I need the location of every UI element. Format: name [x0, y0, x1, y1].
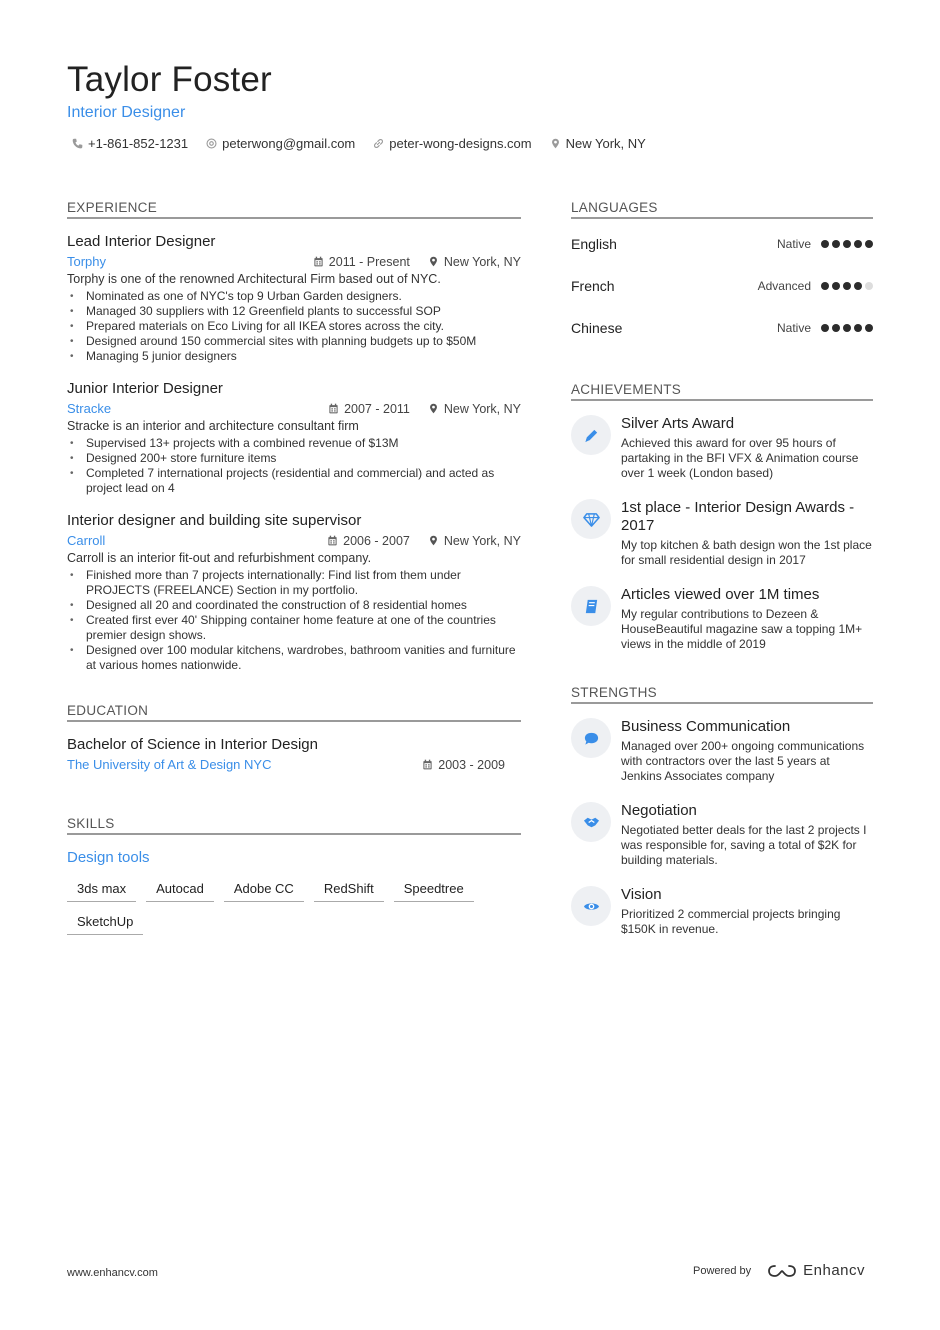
company-name: Stracke: [67, 401, 112, 416]
calendar-icon: [327, 535, 338, 546]
proficiency-dots: [821, 282, 873, 290]
company-name: Carroll: [67, 533, 106, 548]
company-name: Torphy: [67, 254, 107, 269]
strength-title: Business Communication: [621, 718, 791, 735]
bullet-item: • Supervised 13+ projects with a combined revenue of $13M: [67, 436, 521, 451]
diamond-icon: [583, 511, 600, 528]
powered-by-text: Powered by: [693, 1264, 752, 1277]
experience-entry: [67, 380, 521, 496]
contact-website[interactable]: [373, 136, 531, 151]
location-text: New York, NY: [565, 136, 646, 151]
experience-list: [67, 233, 521, 673]
contact-phone[interactable]: [72, 136, 188, 151]
email-text: peterwong@gmail.com: [222, 136, 356, 151]
strength-title: Vision: [621, 886, 662, 903]
strengths-heading: STRENGTHS: [571, 685, 873, 704]
education-entry: [67, 736, 521, 772]
proficiency-dot: [854, 282, 862, 290]
contact-location: [550, 136, 646, 151]
strengths-list: [571, 718, 873, 937]
achievement-title: Articles viewed over 1M times: [621, 586, 820, 603]
eye-icon: [583, 898, 600, 915]
strength-title: Negotiation: [621, 802, 697, 819]
link-icon: [373, 138, 384, 149]
job-bullets: [67, 568, 521, 673]
bullet-item: • Created first ever 40' Shipping container home feature at one of the countries premier design shows.: [67, 613, 521, 643]
job-location: New York, NY: [443, 254, 521, 269]
achievement-title: Silver Arts Award: [621, 415, 735, 432]
language-level: Advanced: [757, 279, 811, 293]
job-location: New York, NY: [443, 533, 521, 548]
proficiency-dot: [821, 240, 829, 248]
bullet-item: • Designed over 100 modular kitchens, wardrobes, bathroom vanities and furniture at various homes nationwide.: [67, 643, 521, 673]
proficiency-dot: [865, 282, 873, 290]
proficiency-dots: [821, 324, 873, 332]
language-level: Native: [776, 237, 811, 251]
skill-tag: Adobe CC: [224, 877, 304, 902]
book-icon: [583, 598, 600, 615]
languages-heading: LANGUAGES: [571, 200, 873, 219]
achievement: [571, 586, 873, 652]
achievement: [571, 499, 873, 568]
job-title: Lead Interior Designer: [67, 233, 216, 250]
language-name: English: [571, 236, 617, 252]
bullet-item: • Designed 200+ store furniture items: [67, 451, 521, 466]
strength-description: Negotiated better deals for the last 2 projects I was responsible for, saving a total of $2K for building materials.: [621, 823, 867, 867]
proficiency-dot: [843, 240, 851, 248]
skill-tag: Speedtree: [394, 877, 474, 902]
right-column: [571, 200, 873, 955]
strength: [571, 802, 873, 868]
chat-badge: [571, 718, 611, 758]
at-icon: [206, 138, 217, 149]
job-description: Carroll is an interior fit-out and refurbishment company.: [67, 551, 372, 565]
job-location: New York, NY: [443, 401, 521, 416]
achievement-title: 1st place - Interior Design Awards - 2017: [621, 499, 855, 534]
strength-description: Managed over 200+ ongoing communications with contractors over the last 5 years at Jenkins Associates company: [621, 739, 865, 783]
phone-icon: [72, 138, 83, 149]
handshake-badge: [571, 802, 611, 842]
strength-description: Prioritized 2 commercial projects bringing $150K in revenue.: [621, 907, 841, 936]
footer-brand-block: [693, 1262, 865, 1279]
location-pin-icon: [550, 138, 561, 149]
skill-tags: [67, 877, 507, 935]
location-pin-icon: [428, 535, 439, 546]
language-name: French: [571, 278, 615, 294]
skills-heading: SKILLS: [67, 816, 521, 835]
skill-tag: RedShift: [314, 877, 384, 902]
achievements-list: [571, 415, 873, 652]
job-title: Interior designer and building site supervisor: [67, 512, 362, 529]
resume-role: Interior Designer: [67, 104, 186, 121]
language-row: [571, 307, 873, 349]
chat-icon: [583, 730, 600, 747]
achievement-description: Achieved this award for over 95 hours of partaking in the BFI VFX & Animation course over 1 week (London based): [621, 436, 859, 480]
infinity-logo-icon: [767, 1264, 797, 1278]
proficiency-dot: [832, 324, 840, 332]
location-pin-icon: [428, 256, 439, 267]
job-dates: 2011 - Present: [328, 254, 410, 269]
bullet-item: • Designed all 20 and coordinated the construction of 8 residential homes: [67, 598, 521, 613]
footer-site[interactable]: www.enhancv.com: [67, 1267, 158, 1279]
proficiency-dot: [865, 324, 873, 332]
proficiency-dot: [843, 282, 851, 290]
calendar-icon: [422, 759, 433, 770]
website-text: peter-wong-designs.com: [389, 136, 532, 151]
resume-name: Taylor Foster: [67, 60, 272, 99]
school: The University of Art & Design NYC: [67, 757, 272, 772]
strength: [571, 718, 873, 784]
bullet-item: • Managed 30 suppliers with 12 Greenfield plants to successful SOP: [67, 304, 521, 319]
proficiency-dot: [832, 240, 840, 248]
proficiency-dot: [854, 324, 862, 332]
skill-tag: Autocad: [146, 877, 214, 902]
diamond-badge: [571, 499, 611, 539]
calendar-icon: [313, 256, 324, 267]
job-description: Stracke is an interior and architecture consultant firm: [67, 419, 359, 433]
skill-group-title: Design tools: [67, 849, 150, 866]
experience-entry: [67, 233, 521, 364]
enhancv-logo[interactable]: [767, 1262, 865, 1279]
proficiency-dot: [821, 282, 829, 290]
bullet-item: • Managing 5 junior designers: [67, 349, 521, 364]
pen-icon: [583, 427, 600, 444]
proficiency-dots: [821, 240, 873, 248]
job-dates: 2007 - 2011: [344, 401, 410, 416]
job-bullets: [67, 436, 521, 496]
achievement-description: My regular contributions to Dezeen & HouseBeautiful magazine saw a topping 1M+ views in the middle of 2019: [621, 607, 863, 651]
language-row: [571, 223, 873, 265]
job-title: Junior Interior Designer: [67, 380, 223, 397]
proficiency-dot: [865, 240, 873, 248]
bullet-item: • Completed 7 international projects (residential and commercial) and acted as project lead on 4: [67, 466, 521, 496]
handshake-icon: [583, 814, 600, 831]
job-description: Torphy is one of the renowned Architectural Firm based out of NYC.: [67, 272, 441, 286]
language-level: Native: [776, 321, 811, 335]
education-dates: 2003 - 2009: [438, 757, 505, 772]
proficiency-dot: [843, 324, 851, 332]
left-column: [67, 200, 521, 935]
achievement: [571, 415, 873, 481]
contact-email[interactable]: [206, 136, 355, 151]
proficiency-dot: [854, 240, 862, 248]
job-dates: 2006 - 2007: [343, 533, 410, 548]
contact-bar: [72, 136, 646, 151]
language-row: [571, 265, 873, 307]
bullet-item: • Nominated as one of NYC's top 9 Urban Garden designers.: [67, 289, 521, 304]
skill-tag: SketchUp: [67, 910, 143, 935]
language-name: Chinese: [571, 320, 623, 336]
pen-badge: [571, 415, 611, 455]
job-bullets: [67, 289, 521, 364]
bullet-item: • Designed around 150 commercial sites with planning budgets up to $50M: [67, 334, 521, 349]
achievement-description: My top kitchen & bath design won the 1st place for small residential design in 2017: [621, 538, 872, 567]
proficiency-dot: [821, 324, 829, 332]
strength: [571, 886, 873, 937]
experience-entry: [67, 512, 521, 673]
proficiency-dot: [832, 282, 840, 290]
location-pin-icon: [428, 403, 439, 414]
skill-tag: 3ds max: [67, 877, 136, 902]
experience-heading: EXPERIENCE: [67, 200, 521, 219]
phone-text: +1-861-852-1231: [88, 136, 189, 151]
book-badge: [571, 586, 611, 626]
achievements-heading: ACHIEVEMENTS: [571, 382, 873, 401]
bullet-item: • Finished more than 7 projects internationally: Find list from them under PROJECTS (FREELANCE) Section in my portfolio.: [67, 568, 521, 598]
eye-badge: [571, 886, 611, 926]
education-heading: EDUCATION: [67, 703, 521, 722]
bullet-item: • Prepared materials on Eco Living for all IKEA stores across the city.: [67, 319, 521, 334]
languages-list: [571, 223, 873, 349]
degree: Bachelor of Science in Interior Design: [67, 736, 318, 753]
brand-text: Enhancv: [803, 1262, 865, 1279]
calendar-icon: [328, 403, 339, 414]
